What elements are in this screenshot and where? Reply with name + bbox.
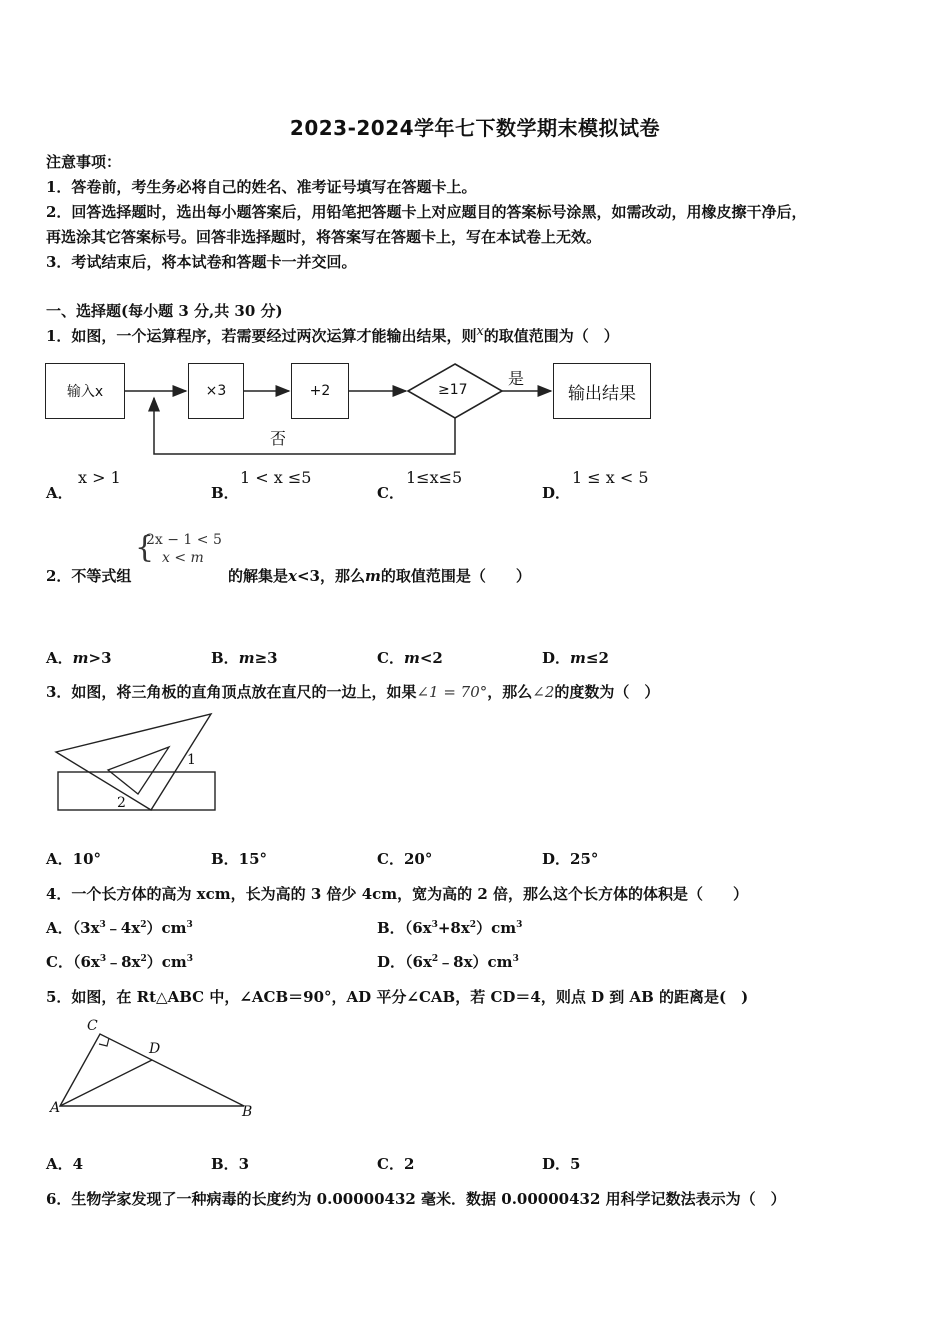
right-angle-mark [99, 1038, 109, 1046]
angle-1-label: 1 [187, 752, 196, 768]
q3-option-c[interactable]: C．20° [377, 850, 433, 868]
question-6-text: 6．生物学家发现了一种病毒的长度约为 0.00000432 毫米．数据 0.00000432 用科学记数法表示为（ ） [46, 1190, 786, 1208]
q2-option-a[interactable]: A．m>3 [46, 649, 112, 667]
flow-input-box: 输入x [45, 363, 125, 419]
notice-item: 2．回答选择题时，选出每小题答案后，用铅笔把答题卡上对应题目的答案标号涂黑，如需改动，用橡皮擦干净后， [46, 203, 807, 221]
q4-option-d[interactable]: D．$(6x^2﹣8x)cm^3$ [377, 953, 519, 971]
q4-option-c[interactable]: C．$(6x^3﹣8x^2)cm^3$ [46, 953, 194, 971]
brace-icon: { [135, 530, 155, 565]
notice-item: 3．考试结束后，将本试卷和答题卡一并交回。 [46, 253, 357, 271]
set-square-inner [108, 747, 169, 794]
q1-option-a[interactable]: A． [46, 484, 73, 502]
page-title: 2023-2024学年七下数学期末模拟试卷 [289, 116, 661, 140]
flow-plus2-box: +2 [291, 363, 349, 419]
q5-option-a[interactable]: A．4 [46, 1155, 84, 1173]
triangle-ruler-figure [46, 712, 226, 822]
q1-option-c[interactable]: C． [377, 484, 404, 502]
question-4-text: 4．一个长方体的高为 xcm，长为高的 3 倍少 4cm，宽为高的 2 倍，那么这个长方体的体积是（ ） [46, 885, 749, 903]
q5-option-c[interactable]: C．2 [377, 1155, 415, 1173]
q5-option-d[interactable]: D．5 [542, 1155, 581, 1173]
vertex-a-label: A [50, 1100, 61, 1116]
notice-item: 再选涂其它答案标号。回答非选择题时，将答案写在答题卡上，写在本试卷上无效。 [46, 228, 602, 246]
flow-yes-label: 是 [508, 369, 525, 388]
flow-output-box: 输出结果 [553, 363, 651, 419]
flow-arrows [40, 356, 680, 466]
question-5-text: 5．如图，在 Rt△ABC 中，∠ACB＝90°，AD 平分∠CAB，若 CD＝4，则点 D 到 AB 的距离是( ) [46, 988, 749, 1006]
q3-option-a[interactable]: A．10° [46, 850, 102, 868]
q5-option-b[interactable]: B．3 [211, 1155, 250, 1173]
flowchart [40, 356, 680, 466]
vertex-c-label: C [87, 1018, 98, 1034]
bisector-ad [60, 1060, 152, 1106]
angle-2-label: 2 [117, 795, 126, 811]
notice-heading: 注意事项： [46, 153, 122, 171]
vertex-b-label: B [242, 1104, 253, 1120]
notice-item: 1．答卷前，考生务必将自己的姓名、准考证号填写在答题卡上。 [46, 178, 477, 196]
point-d-label: D [149, 1041, 161, 1057]
q1-option-b-math: 1 < x ≤5 [240, 468, 312, 487]
right-triangle-figure [46, 1018, 266, 1123]
q2-option-d[interactable]: D．m≤2 [542, 649, 609, 667]
q4-option-b[interactable]: B．$(6x^3+8x^2)cm^3$ [377, 919, 523, 937]
q1-option-c-math: 1≤x≤5 [406, 468, 463, 487]
q1-option-d[interactable]: D． [542, 484, 571, 502]
section-heading: 一、选择题(每小题 3 分,共 30 分) [46, 302, 283, 320]
flow-times3-box: ×3 [188, 363, 244, 419]
system-line-1: 2x − 1 < 5 [146, 532, 222, 548]
q2-option-b[interactable]: B．m≥3 [211, 649, 278, 667]
q4-option-a[interactable]: A．$(3x^3﹣4x^2)cm^3$ [46, 919, 193, 937]
ruler-rect [58, 772, 215, 810]
q3-option-b[interactable]: B．15° [211, 850, 268, 868]
q3-option-d[interactable]: D．25° [542, 850, 599, 868]
q2-option-c[interactable]: C．m<2 [377, 649, 443, 667]
question-2-text: 的解集是x<3，那么m的取值范围是（ ） [228, 567, 531, 585]
question-2-prefix: 2．不等式组 [46, 567, 132, 585]
inequality-system [135, 531, 225, 571]
flow-no-label: 否 [270, 429, 287, 448]
q1-option-d-math: 1 ≤ x < 5 [572, 468, 649, 487]
question-1-text: 1．如图，一个运算程序，若需要经过两次运算才能输出结果，则x的取值范围为（ ） [46, 324, 619, 345]
q1-option-a-math: x > 1 [78, 468, 121, 487]
question-3-text: 3．如图，将三角板的直角顶点放在直尺的一边上，如果∠1 = 70°，那么∠2的度数为（ ） [46, 683, 660, 701]
flow-condition-label: ≥17 [438, 382, 468, 398]
q1-option-b[interactable]: B． [211, 484, 239, 502]
system-line-2: x < m [162, 550, 204, 566]
